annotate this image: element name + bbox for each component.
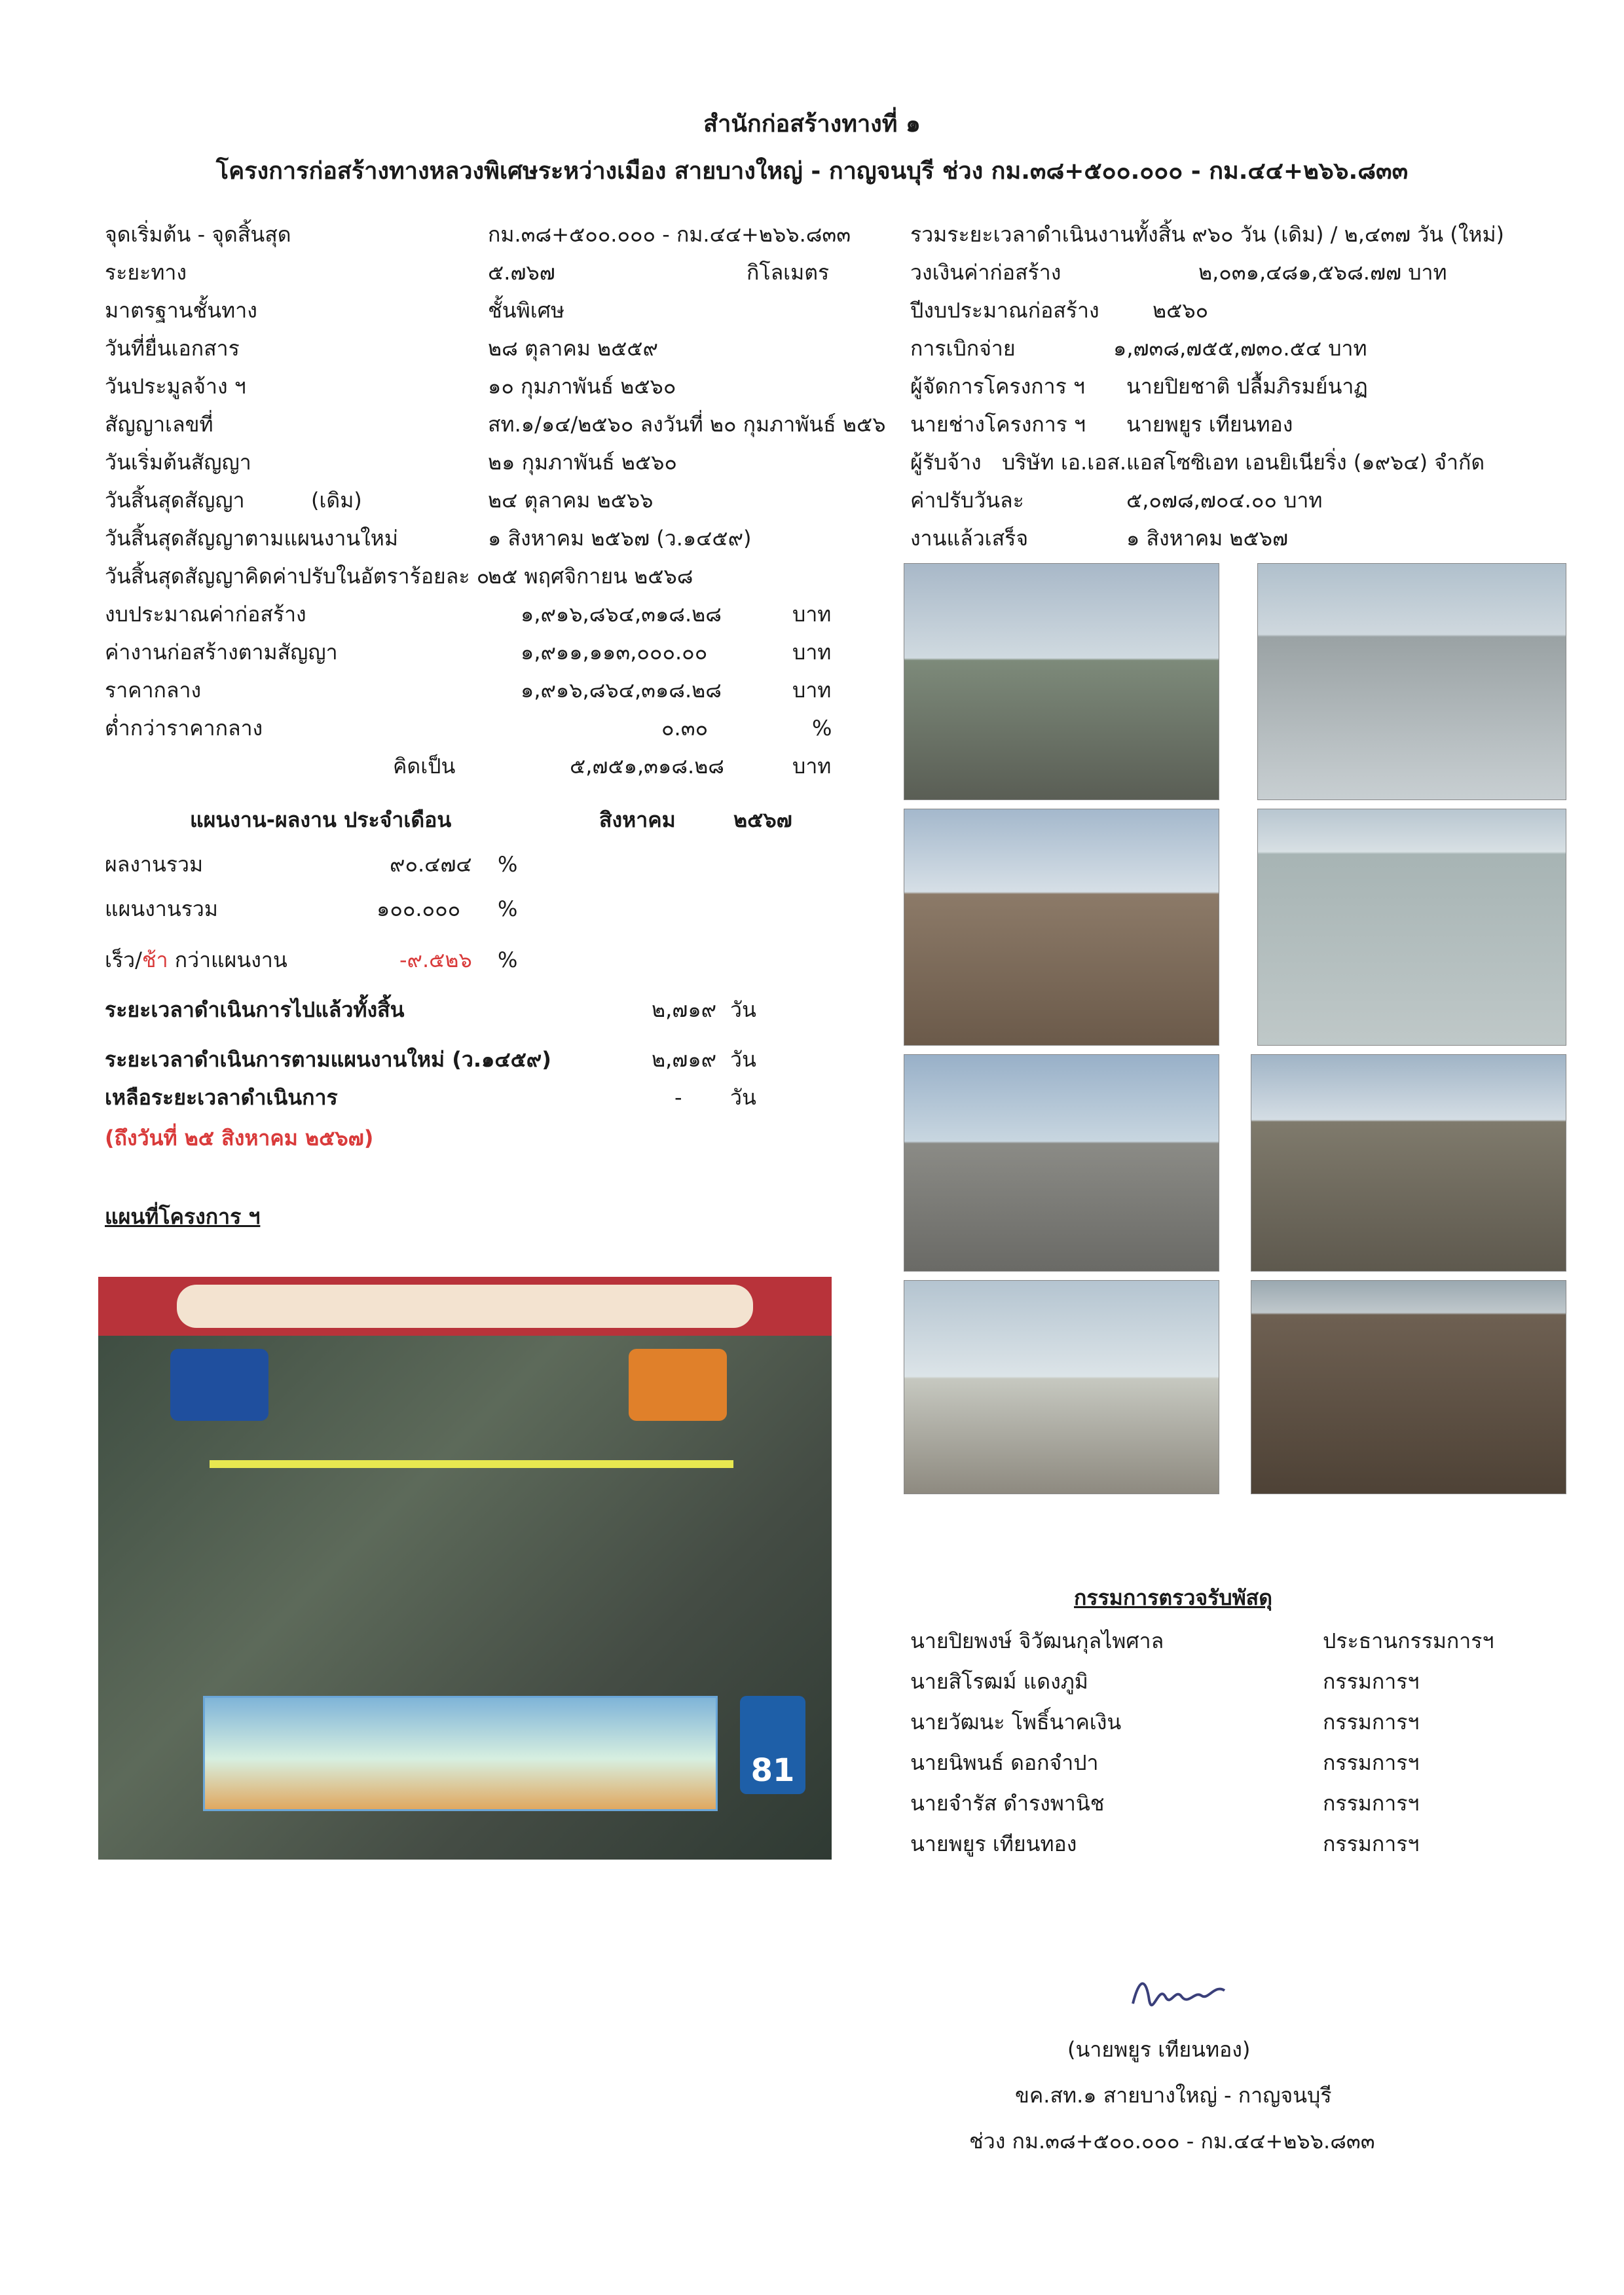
project-title: โครงการก่อสร้างทางหลวงพิเศษระหว่างเมือง สายบางใหญ่ - กาญจนบุรี ช่วง กม.๓๘+๕๐๐.๐๐๐ - กม.๔๔+๒๖๖.๘๓๓ (215, 158, 1409, 185)
photo-concrete-surface (1257, 809, 1566, 1046)
photo-rebar-deck (904, 809, 1219, 1046)
info-label: ระยะทาง (105, 260, 187, 285)
office-title: สำนักก่อสร้างทางที่ ๑ (703, 111, 921, 138)
info-label: วันที่ยื่นเอกสาร (105, 336, 240, 361)
photo-concrete-truck (904, 563, 1219, 800)
info-value: ๕,๐๗๘,๗๐๔.๐๐ บาท (1126, 488, 1323, 513)
info-value: ๒,๐๓๑,๔๘๑,๕๖๘.๗๗ บาท (1198, 260, 1447, 285)
budget-value: ๑,๙๑๖,๘๖๔,๓๑๘.๒๘ (521, 678, 722, 703)
info-label: วงเงินค่าก่อสร้าง (910, 260, 1061, 285)
info-label: ค่าปรับวันละ (910, 488, 1024, 513)
photo-workers-slab (1257, 563, 1566, 800)
photo-excavator-embankment (1251, 1054, 1566, 1272)
info-label: การเบิกจ่าย (910, 336, 1016, 361)
map-route-line (210, 1460, 733, 1468)
result-value: ๙๐.๔๗๔ (390, 852, 472, 877)
committee-member-name: นายปิยพงษ์ จิวัฒนกุลไพศาล (910, 1628, 1164, 1653)
info-value: ๒๕ พฤศจิกายน ๒๕๖๘ (488, 564, 693, 589)
progress-title: แผนงาน-ผลงาน ประจำเดือน (190, 807, 452, 832)
committee-member-role: กรรมการฯ (1323, 1669, 1420, 1694)
committee-member-name: นายนิพนธ์ ดอกจำปา (910, 1750, 1099, 1775)
budget-label: ค่างานก่อสร้างตามสัญญา (105, 640, 338, 665)
map-start-marker (170, 1349, 268, 1421)
info-value: สท.๑/๑๔/๒๕๖๐ ลงวันที่ ๒๐ กุมภาพันธ์ ๒๕๖ (488, 412, 886, 437)
info-value: ๒๕๖๐ (1153, 298, 1209, 323)
budget-label: ต่ำกว่าราคากลาง (105, 716, 263, 741)
info-value: กม.๓๘+๕๐๐.๐๐๐ - กม.๔๔+๒๖๖.๘๓๓ (488, 222, 851, 247)
project-map-image (98, 1277, 832, 1860)
highway-number: 81 (750, 1752, 795, 1789)
info-value: ๑๐ กุมภาพันธ์ ๒๕๖๐ (488, 374, 676, 399)
info-label: มาตรฐานชั้นทาง (105, 298, 257, 323)
diff-label-rest: กว่าแผนงาน (168, 947, 287, 972)
info-label: ผู้จัดการโครงการ ฯ (910, 374, 1085, 399)
info-label: รวมระยะเวลาดำเนินงานทั้งสิ้น ๙๖๐ วัน (เดิม) / ๒,๔๓๗ วัน (ใหม่) (910, 222, 1505, 247)
info-value: ๒๘ ตุลาคม ๒๕๕๙ (488, 336, 658, 361)
budget-value: ๕,๗๕๑,๓๑๘.๒๘ (570, 754, 724, 779)
newplan-label: ระยะเวลาดำเนินการตามแผนงานใหม่ (ว.๑๔๕๙) (105, 1047, 551, 1072)
info-label: วันสิ้นสุดสัญญาตามแผนงานใหม่ (105, 526, 398, 551)
remain-value: - (674, 1085, 682, 1110)
info-value: ๕.๗๖๗ (488, 260, 555, 285)
diff-label-slow: ช้า (141, 947, 168, 972)
photo-crane-bridge (904, 1280, 1219, 1494)
signer-name: (นายพยูร เทียนทอง) (1067, 2037, 1251, 2062)
remain-label: เหลือระยะเวลาดำเนินการ (105, 1085, 338, 1110)
budget-value: ๐.๓๐ (661, 716, 709, 741)
photo-excavator-bucket (904, 1054, 1219, 1272)
highway-81-sign (740, 1696, 805, 1794)
committee-member-role: กรรมการฯ (1323, 1791, 1420, 1816)
info-value: ๑ สิงหาคม ๒๕๖๗ (1126, 526, 1289, 551)
committee-member-role: กรรมการฯ (1323, 1750, 1420, 1775)
budget-value: ๑,๙๑๑,๑๑๓,๐๐๐.๐๐ (521, 640, 708, 665)
committee-title: กรรมการตรวจรับพัสดุ (1074, 1585, 1272, 1610)
result-unit: % (498, 852, 518, 877)
info-label: วันสิ้นสุดสัญญาคิดค่าปรับในอัตราร้อยละ ๐ (105, 564, 490, 589)
info-value: ชั้นพิเศษ (488, 298, 565, 323)
budget-unit: บาท (792, 602, 832, 627)
info-label: นายช่างโครงการ ฯ (910, 412, 1086, 437)
diff-unit: % (498, 947, 518, 972)
map-end-marker (629, 1349, 727, 1421)
elapsed-value: ๒,๗๑๙ (652, 997, 717, 1022)
info-label: งานแล้วเสร็จ (910, 526, 1029, 551)
handwritten-signature (1120, 1964, 1238, 2023)
newplan-value: ๒,๗๑๙ (652, 1047, 717, 1072)
elapsed-label: ระยะเวลาดำเนินการไปแล้วทั้งสิ้น (105, 997, 405, 1022)
elapsed-unit: วัน (730, 997, 756, 1022)
info-value: ๑,๗๓๘,๗๕๕,๗๓๐.๕๔ บาท (1113, 336, 1367, 361)
committee-member-role: ประธานกรรมการฯ (1323, 1628, 1494, 1653)
committee-member-role: กรรมการฯ (1323, 1710, 1420, 1735)
committee-member-name: นายสิโรฒม์ แดงภูมิ (910, 1669, 1088, 1694)
newplan-unit: วัน (730, 1047, 756, 1072)
progress-month: สิงหาคม (599, 807, 676, 832)
committee-member-name: นายจำรัส ดำรงพานิช (910, 1791, 1105, 1816)
info-value: นายพยูร เทียนทอง (1126, 412, 1293, 437)
info-value: นายปิยชาติ ปลื้มภิรมย์นาฏ (1126, 374, 1368, 399)
map-heading: แผนที่โครงการ ฯ (105, 1204, 261, 1229)
budget-unit: % (812, 716, 832, 741)
signer-section: ช่วง กม.๓๘+๕๐๐.๐๐๐ - กม.๔๔+๒๖๖.๘๓๓ (969, 2129, 1375, 2154)
info-label: สัญญาเลขที่ (105, 412, 213, 437)
signer-position: ขค.สท.๑ สายบางใหญ่ - กาญจนบุรี (1015, 2083, 1332, 2108)
info-value: ๒๑ กุมภาพันธ์ ๒๕๖๐ (488, 450, 677, 475)
info-value: ๒๔ ตุลาคม ๒๕๖๖ (488, 488, 654, 513)
info-note: (เดิม) (311, 488, 362, 513)
budget-unit: บาท (792, 640, 832, 665)
result-label: ผลงานรวม (105, 852, 204, 877)
budget-unit: บาท (792, 678, 832, 703)
plan-label: แผนงานรวม (105, 896, 218, 921)
info-label: วันเริ่มต้นสัญญา (105, 450, 251, 475)
map-elevation-profile (203, 1696, 718, 1811)
photo-pier-foundation (1251, 1280, 1566, 1494)
info-label: ผู้รับจ้าง (910, 450, 982, 475)
plan-value: ๑๐๐.๐๐๐ (377, 896, 461, 921)
diff-label-fast: เร็ว/ (105, 947, 142, 972)
info-unit: กิโลเมตร (747, 260, 830, 285)
budget-label: งบประมาณค่าก่อสร้าง (105, 602, 306, 627)
map-banner (98, 1277, 832, 1336)
info-label: ปีงบประมาณก่อสร้าง (910, 298, 1099, 323)
info-value: ๑ สิงหาคม ๒๕๖๗ (ว.๑๔๕๙) (488, 526, 752, 551)
asof-note: (ถึงวันที่ ๒๕ สิงหาคม ๒๕๖๗) (105, 1126, 374, 1150)
budget-unit: บาท (792, 754, 832, 779)
committee-member-role: กรรมการฯ (1323, 1831, 1420, 1856)
committee-member-name: นายพยูร เทียนทอง (910, 1831, 1077, 1856)
info-label: วันประมูลจ้าง ฯ (105, 374, 246, 399)
info-label: จุดเริ่มต้น - จุดสิ้นสุด (105, 222, 291, 247)
plan-unit: % (498, 896, 518, 921)
budget-value: ๑,๙๑๖,๘๖๔,๓๑๘.๒๘ (521, 602, 722, 627)
info-value: บริษัท เอ.เอส.แอสโซซิเอท เอนยิเนียริ่ง (๑๙๖๔) จำกัด (1002, 450, 1485, 475)
remain-unit: วัน (730, 1085, 756, 1110)
diff-value: -๙.๕๒๖ (399, 947, 472, 972)
diff-label (105, 947, 287, 973)
budget-label: คิดเป็น (393, 754, 456, 779)
progress-year: ๒๕๖๗ (733, 807, 792, 832)
budget-label: ราคากลาง (105, 678, 202, 703)
info-label: วันสิ้นสุดสัญญา (105, 488, 245, 513)
committee-member-name: นายวัฒนะ โพธิ์นาคเงิน (910, 1710, 1122, 1735)
